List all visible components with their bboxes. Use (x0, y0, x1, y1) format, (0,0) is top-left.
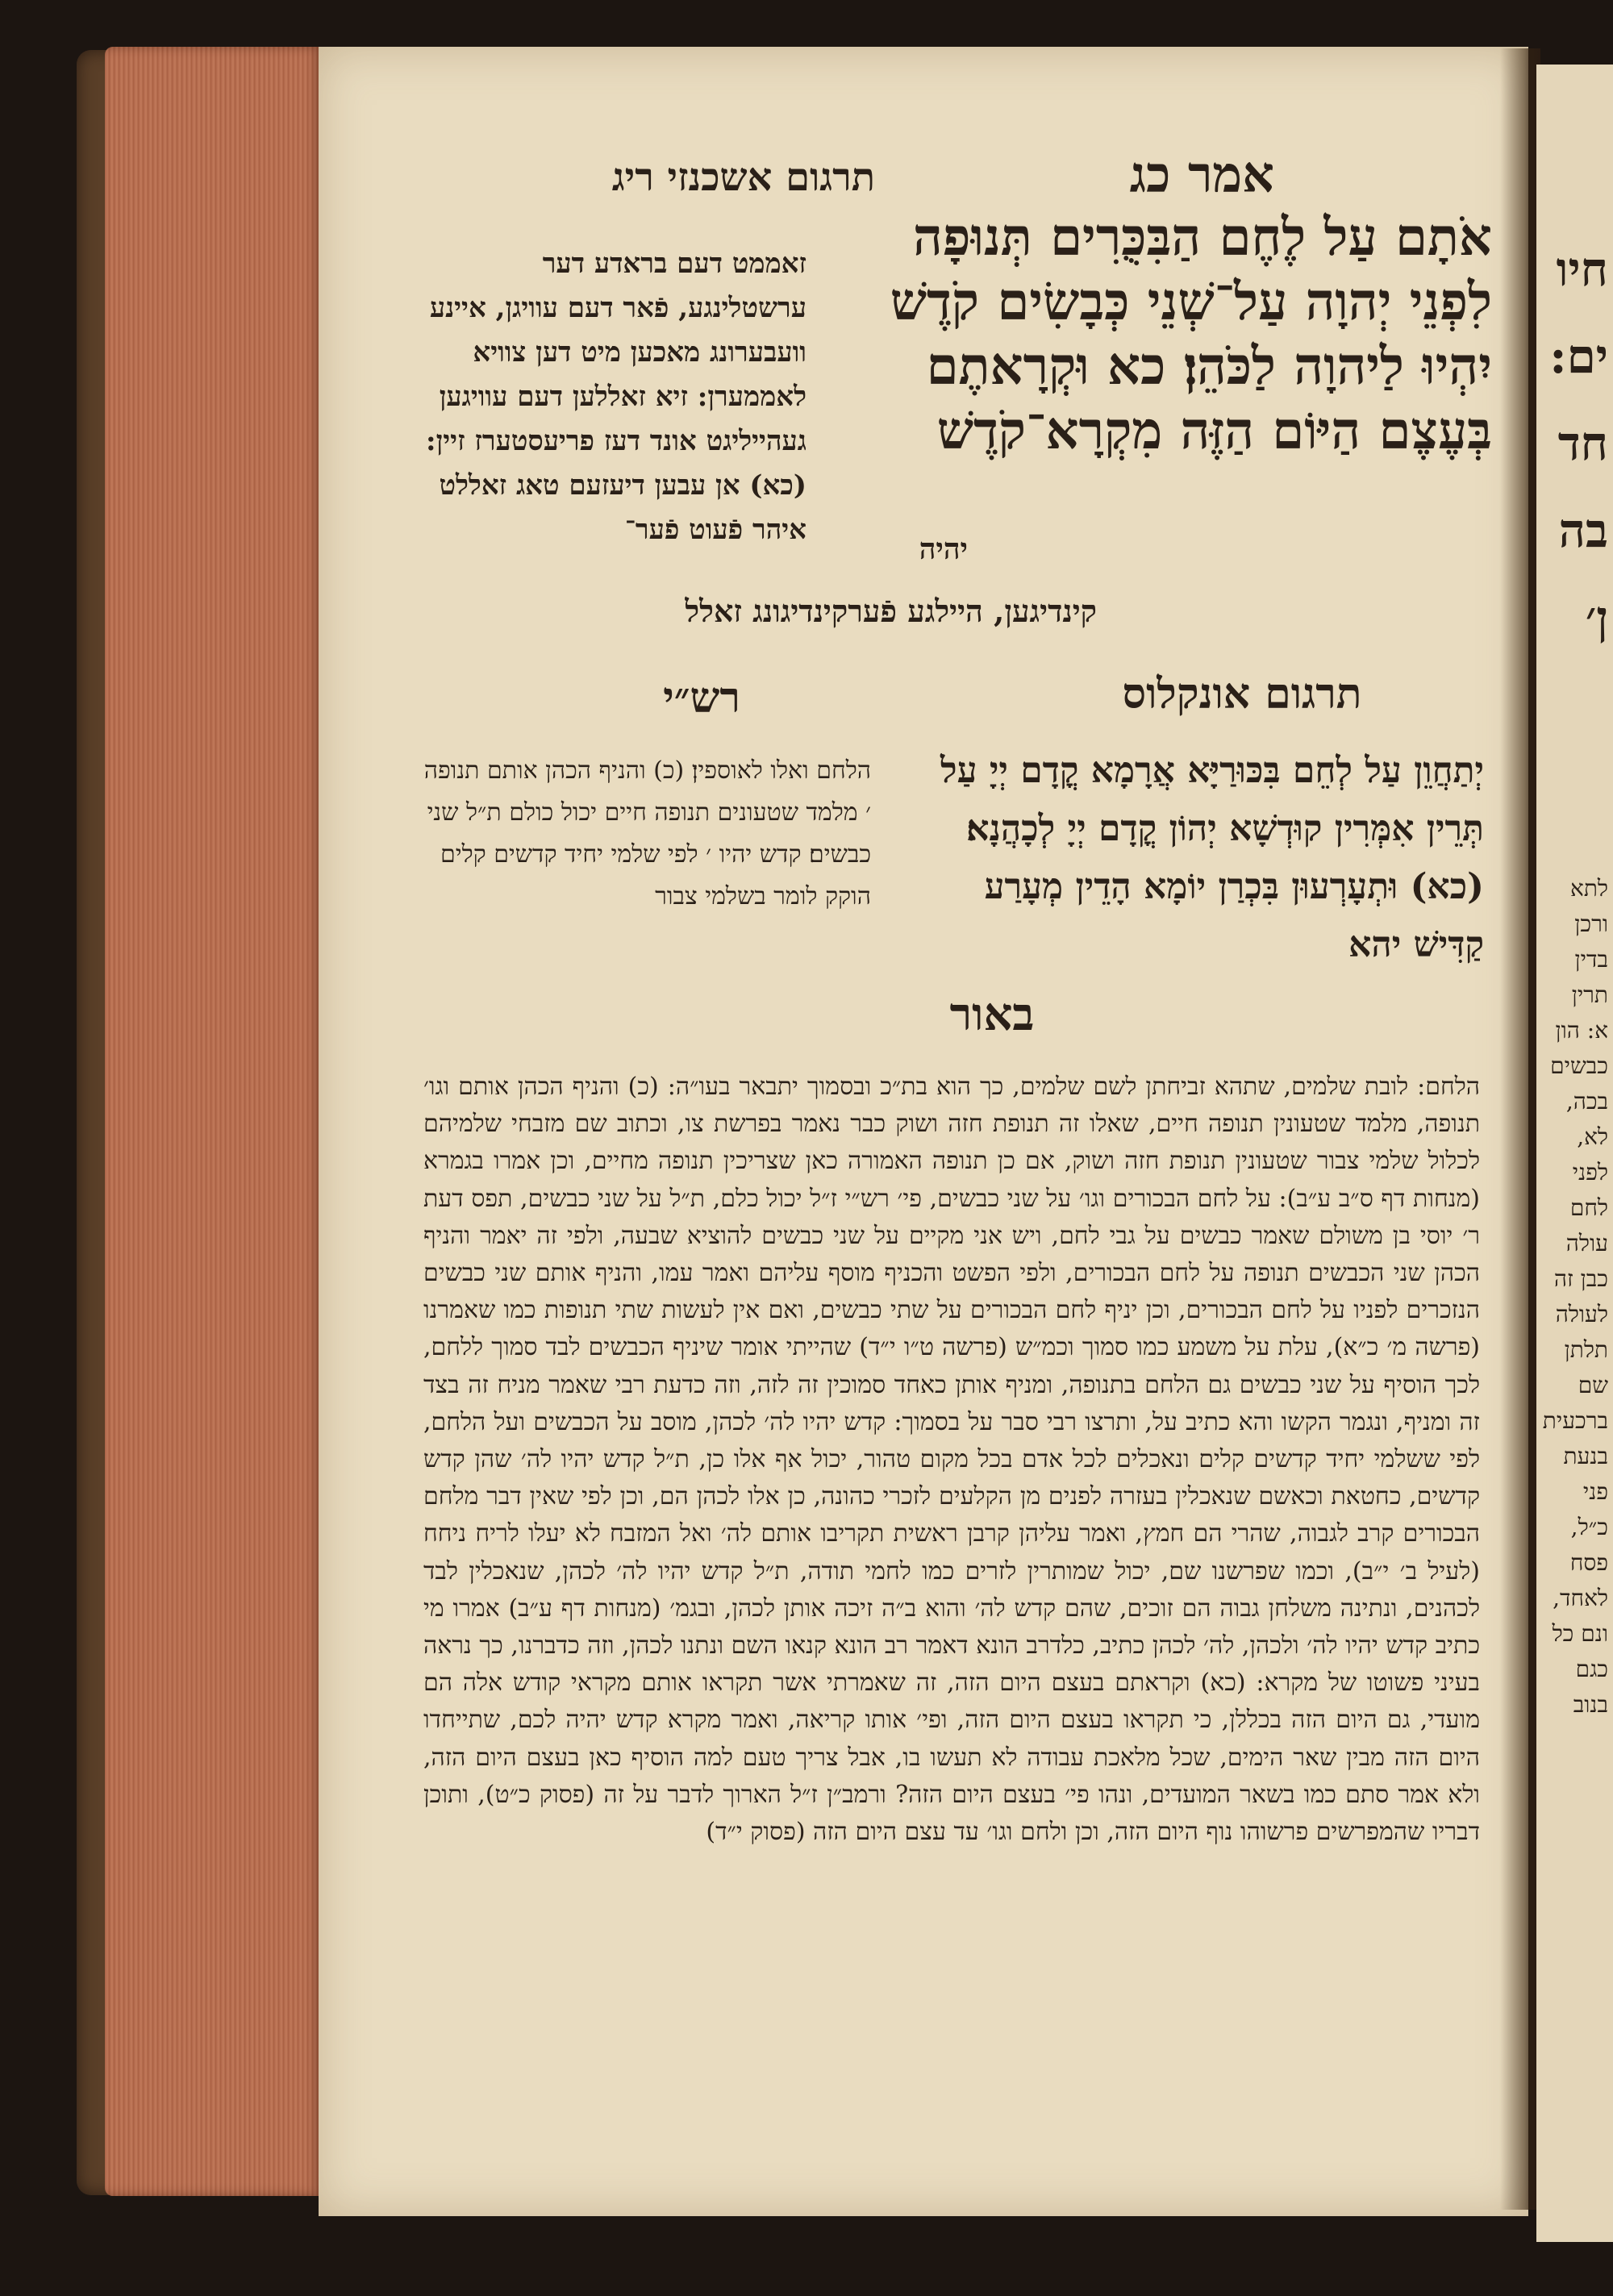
verse-marginal-note: יהיה (919, 532, 968, 566)
torah-verse-text: אֹתָם עַל לֶחֶם הַבִּכֻּרִים תְּנוּפָה לִפְנֵי יְהוָה עַל־שְׁנֵי כְּבָשִׂים קֹדֶשׁ יִהְיוּ לַיהוָה לַכֹּהֵן׃ כא וּקְרָאתֶם בְּעֶצֶם הַיּוֹם הַזֶּה מִקְרָא־קֹדֶשׁ (890, 207, 1492, 461)
right-page-commentary-fragments: לתא ורכן בדין תרין א: הון כבשים בכה, לא, לפני לחם עולה כבן זה לעולה תלתן שם ברכעית בנעת פני כ״ל, פסח לאחד, ונם כל כגם בנוב (1542, 875, 1608, 1718)
onkelos-title: תרגום אונקלוס (1122, 669, 1362, 719)
rashi-text: הלחם ואלו לאוספין׃ (כ) והניף הכהן אותם תנופה ׳ מלמד שטעונים תנופה חיים יכול כולם ת״ל שני כבשים׃ קדש יהיו ׳ לפי שלמי יחיד קדשים קלים הוקק לומר בשלמי צבור (423, 756, 871, 910)
yiddish-translation-continuation: קינדיגען, היילגע פֿערקינדיגונג זאלל (685, 593, 1097, 629)
right-page-edge (1536, 65, 1613, 2242)
yiddish-translation: זאממט דעם בראדע דער ערשטלינגע, פֿאר דעם עוויגן, איינע וועבערונג מאכען מיט דען צוויא לאממערן: זיא זאללען דעם עוויגען געהייליגט אונד דעז פריעסטערז זיין: (כא) אן עבען דיעזעם טאג זאללט איהר פֿעוט פֿער־ (426, 248, 806, 546)
onkelos-text: יְתַחֲוֵן עַל לְחֵם בִּכּוּרַיָּא אֲרָמָא קֳדָם יְיָ עַל תְּרֵין אִמְּרִין קוּדְשָׁא יְהוֹן קֳדָם יְיָ לְכָהֲנָא׃ (כא) וּתְעָרְעוּן בִּכְרַן יוֹמָא הָדֵין מְעָרַע קַדִּישׁ יהא (940, 750, 1484, 965)
page-fore-edge (105, 47, 323, 2196)
running-head-parsha: אמר כג (1129, 145, 1274, 204)
book-gutter (1500, 48, 1540, 2210)
rashi-title: רש״י (663, 673, 740, 723)
biur-commentary: הלחם: לובת שלמים, שתהא זביחתן לשם שלמים, כך הוא בת״כ ובסמוך יתבאר בעו״ה: (כ) והניף הכהן אותם וגו׳ תנופה, מלמד שטעונין תנופה חיים, שאלו זה תנופת חזה ושוק כבר נאמר בפרשת צו, וכתוב שם מזבחי שלמיהם לכלול שלמי צבור שטעונין תנופת חזה ושוק, אם כן תנופה האמורה כאן שצריכין תנופה מחיים, וכן אמרו בגמרא (מנחות דף ס״ב ע״ב): על לחם הבכורים וגו׳ על שני כבשים, פי׳ רש״י ז״ל יכול כלם, ת״ל על שני כבשים, תפס דעת ר׳ יוסי בן משולם שאמר כבשים על גבי לחם, ויש אני מקיים על שני כבשים להוציא שבעה, ולפי זה יאמר והניף הכהן שני הכבשים תנופה על לחם הבכורים, ולפי הפשט והכניף מוסף עליהם ואמר עמו, והניף אותם שני כבשים הנזכרים לפניו על לחם הבכורים, וכן יניף לחם הבכורים על שתי כבשים, ואם אין לעשות שתי תנופות כמו שאמרנו (פרשה מ׳ כ״א), עלת על משמע כמו סמוך וכמ״ש (פרשה ט״ו י״ד) שהייתי אומר שיניף הכבשים לבד סמוך ללחם, לכך הוסיף על שני כבשים גם הלחם בתנופה, ומניף אותן כאחד סמוכין זה לזה, וזה כדעת רבי שאמר מניח זה בצד זה ומניף, ונגמר הקשו והא כתיב על, ותרצו רבי סבר על בסמוך: קדש יהיו לה׳ לכהן, מוסב על הכבשים ועל הלחם, לפי ששלמי יחיד קדשים קלים ונאכלים לכל אדם בכל מקום טהור, יכול אף אלו כן, ת״ל קדש יהיו לה׳ שהן קדש קדשים, כחטאת וכאשם שנאכלין בעזרה לפנים מן הקלעים לזכרי כהונה, כן אלו לכהן הם, וכן לפי שאין דבר מלחם הבכורים קרב לגבוה, שהרי הם חמץ, ואמר עליהן קרבן ראשית תקריבו אותם לה׳ ואל המזבח לא יעלו לריח ניחח (לעיל ב׳ י״ב), וכמו שפרשנו שם, יכול שמותרין לזרים כמו לחמי תודה, ת״ל קדש יהיו לה׳ לכהן, שנאכלין לבד לכהנים, ונתינה משלחן גבוה הם זוכים, שהם קדש לה׳ והוא ב״ה זיכה אותן לכהן, ובגמ׳ (מנחות דף ע״ב) אמרו מי כתיב קדש יהיו לה׳ ולכהן, לה׳ לכהן כתיב, כלדרב הונא דאמר רב הונא קנאו השם ונתנו לכהן, וזה כדברנו, כך נראה בעיני פשוטו של מקרא: (כא) וקראתם בעצם היום הזה, זה שאמרתי אשר תקראו אותם מקראי קודש אלה הם מועדי, גם היום הזה בכללן, כי תקראו בעצם היום הזה, ופי׳ אותו קריאה, ואמר מקרא קדש יהיה לכם, שתייחדו היום הזה מבין שאר הימים, שכל מלאכת עבודה לא תעשו בו, אבל צריך טעם למה הוסיף כאן בעצם היום הזה, ולא אמר סתם כמו בשאר המועדים, ונהו פי׳ בעצם היום הזה? ורמב״ן ז״ל הארוך לדבר על זה (פסוק כ״ט), ותוכן דבריו שהמפרשים פרשוהו נוף היום הזה, וכן ולחם וגו׳ עד עצם היום הזה (פסוק י״ד) (423, 1073, 1480, 1847)
running-head-page-number: תרגום אשכנזי ריג (611, 155, 875, 200)
right-page-verse-fragments: חיו ים: חד בה ן׳ (1549, 242, 1608, 645)
biur-title: באור (949, 988, 1035, 1041)
